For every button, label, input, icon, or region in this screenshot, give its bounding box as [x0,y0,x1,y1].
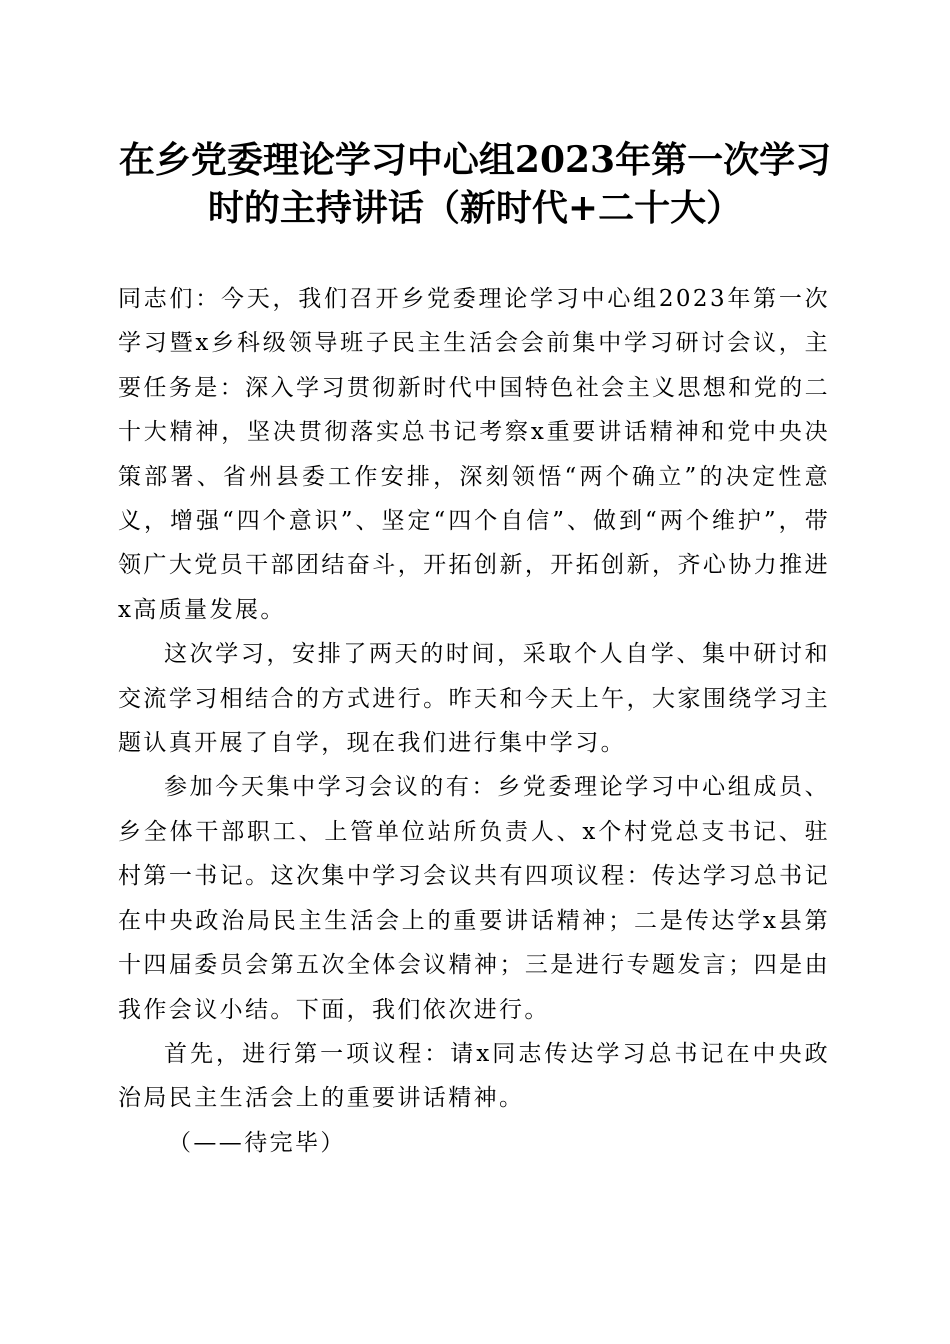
closing-note: （——待完毕） [168,1129,346,1156]
document-body [118,277,830,1165]
paragraph-opening: 同志们：今天，我们召开乡党委理论学习中心组2023年第一次学习暨x乡科级领导班子民主生活会会前集中学习研讨会议，主要任务是：深入学习贯彻新时代中国特色社会主义思想和党的二十大精神，坚决贯彻落实总书记考察x重要讲话精神和党中央决策部署、省州县委工作安排，深刻领悟“两个确立”的决定性意义，增强“四个意识”、坚定“四个自信”、做到“两个维护”，带领广大党员干部团结奋斗，开拓创新，开拓创新，齐心协力推进x高质量发展。 [118,286,830,623]
paragraph-attendees-agenda: 参加今天集中学习会议的有：乡党委理论学习中心组成员、乡全体干部职工、上管单位站所负责人、x个村党总支书记、驻村第一书记。这次集中学习会议共有四项议程：传达学习总书记在中央政治局民主生活会上的重要讲话精神；二是传达学x县第十四届委员会第五次全体会议精神；三是进行专题发言；四是由我作会议小结。下面，我们依次进行。 [118,774,830,1023]
document-title [110,136,840,232]
title-line-2: 时的主持讲话（新时代+二十大） [207,187,743,229]
paragraph-schedule: 这次学习，安排了两天的时间，采取个人自学、集中研讨和交流学习相结合的方式进行。昨天和今天上午，大家围绕学习主题认真开展了自学，现在我们进行集中学习。 [118,641,830,757]
title-line-1: 在乡党委理论学习中心组2023年第一次学习 [118,139,832,181]
paragraph-first-item: 首先，进行第一项议程：请x同志传达学习总书记在中央政治局民主生活会上的重要讲话精神。 [118,1040,830,1112]
